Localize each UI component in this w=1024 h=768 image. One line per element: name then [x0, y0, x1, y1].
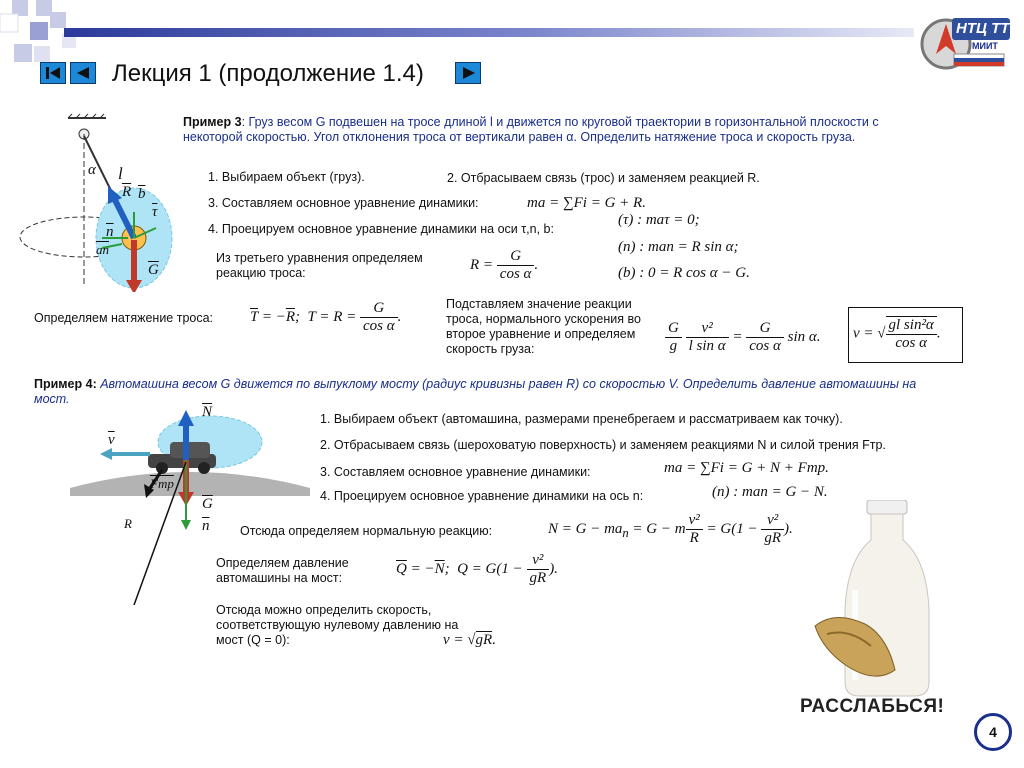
alpha-label: α: [88, 162, 96, 178]
ex3-reaction-formula: R = $\frac{G}{\text{cos α}}$ .: [470, 248, 539, 282]
ex3-reaction-text: Из третьего уравнения определяем реакцию троса:: [216, 251, 423, 280]
ex3-eq-tau: (τ) : maτ = 0;: [618, 212, 700, 228]
pendulum-diagram: [10, 112, 185, 292]
milk-bottle-image: [805, 500, 955, 700]
prev-slide-button[interactable]: [70, 62, 96, 84]
b-label: $\overline{b}$: [138, 186, 146, 202]
skip-back-icon: [41, 63, 65, 83]
n-label: $\overline{n}$: [106, 224, 114, 240]
ex3-tension-formula: $\overline{T} = -\overline{R}$; T = R = $\frac{G}{\text{cos α}}$ .: [250, 300, 402, 334]
tau-label: $\overline{\tau}$: [152, 204, 158, 220]
ex4-step3: 3. Составляем основное уравнение динамики:: [320, 465, 591, 479]
header-bar: [64, 28, 914, 37]
ex4-pressure-formula: $\overline{Q} = -\overline{N}$; Q = G(1 − $\frac{\text{v²}}{gR}$ ).: [396, 552, 558, 586]
slide-number: 4: [989, 724, 997, 740]
arrow-right-icon: [456, 63, 480, 83]
relax-caption: РАССЛАБЬСЯ!: [800, 696, 945, 717]
logo-subtext: МИИТ: [972, 41, 998, 51]
ex4-main-equation: ma = ∑Fi = G + N + Fтр.: [664, 460, 829, 476]
logo-text: НТЦ ТТ: [956, 20, 1010, 37]
arrow-left-icon: [71, 63, 95, 83]
ex4-speed-text: Отсюда можно определить скорость, соответствующую нулевому давлению на мост (Q = 0):: [216, 603, 459, 647]
ex3-step3: 3. Составляем основное уравнение динамики:: [208, 196, 479, 210]
ex4-normal-formula: $N = G - ma_n = G - m$ $\frac{\text{v²}}{R}$ = G(1 − $\frac{\text{v²}}{gR}$ ).: [548, 512, 793, 546]
v-label: $\overline{v}$: [108, 432, 115, 448]
logo: [914, 10, 1014, 72]
r-label: $\overline{R}$: [122, 184, 132, 200]
ex4-pressure-text: Определяем давление автомашины на мост:: [216, 556, 349, 585]
ex4-step1: 1. Выбираем объект (автомашина, размерами пренебрегаем и рассматриваем как точку).: [320, 412, 843, 426]
radius-label: R: [124, 516, 132, 531]
ex3-eq-b: (b) : 0 = R cos α − G.: [618, 265, 750, 281]
first-slide-button[interactable]: [40, 62, 66, 84]
example3-heading: Пример 3: [183, 115, 242, 129]
slide-number-badge: [974, 713, 1012, 751]
ex4-eq-n: (n) : man = G − N.: [712, 484, 828, 500]
ex4-step2: 2. Отбрасываем связь (шероховатую поверхность) и заменяем реакциями N и силой трения Fтр.: [320, 438, 886, 452]
friction-label: Fтр: [150, 476, 174, 491]
ex4-step4: 4. Проецируем основное уравнение динамики на ось n:: [320, 489, 644, 503]
ex3-step2: 2. Отбрасываем связь (трос) и заменяем реакцией R.: [447, 171, 760, 185]
l-label: l: [118, 164, 123, 183]
ex4-normal-text: Отсюда определяем нормальную реакцию:: [240, 524, 493, 538]
ex3-tension-text: Определяем натяжение троса:: [34, 311, 214, 325]
an-label: $\overline{an}$: [96, 242, 109, 257]
ex3-step1: 1. Выбираем объект (груз).: [208, 170, 365, 184]
ex3-speed-result: v = √ $\frac{\text{gl sin²α}}{\text{cos α}}$ .: [848, 307, 963, 363]
ex4-speed-formula: v = √gR.: [443, 632, 496, 648]
example3-statement: [183, 115, 923, 145]
ex3-step4: 4. Проецируем основное уравнение динамики на оси τ,n, b:: [208, 222, 554, 236]
ex3-eq-n: (n) : man = R sin α;: [618, 239, 739, 255]
ex3-substitute-text: Подставляем значение реакции троса, нормального ускорения во второе уравнение и определяем скорость груза:: [446, 297, 641, 356]
next-slide-button[interactable]: [455, 62, 481, 84]
g4-label: $\overline{G}$: [202, 496, 213, 512]
example4-text: Автомашина весом G движется по выпуклому мосту (радиус кривизны равен R) со скоростью V. Определить давление автомашины на мост.: [34, 377, 917, 406]
n4-label: $\overline{n}$: [202, 518, 210, 534]
page-title: Лекция 1 (продолжение 1.4): [112, 60, 424, 87]
ex3-main-equation: ma = ∑Fi = G + R.: [527, 195, 646, 211]
g-label: $\overline{G}$: [148, 262, 159, 278]
example3-text: : Груз весом G подвешен на тросе длиной l и движется по круговой траектории в горизонтальной плоскости с некоторой скоростью. Угол отклонения троса от вертикали равен α. Определить натяжение троса и скорость груза.: [183, 115, 879, 144]
example4-heading: Пример 4:: [34, 377, 97, 391]
ex3-speed-equation: $\frac{G}{g}$ $\frac{\text{v²}}{\text{l sin α}}$ = $\frac{G}{\text{cos α}}$ sin α.: [665, 320, 821, 355]
n-force-label: $\overline{N}$: [202, 404, 213, 420]
